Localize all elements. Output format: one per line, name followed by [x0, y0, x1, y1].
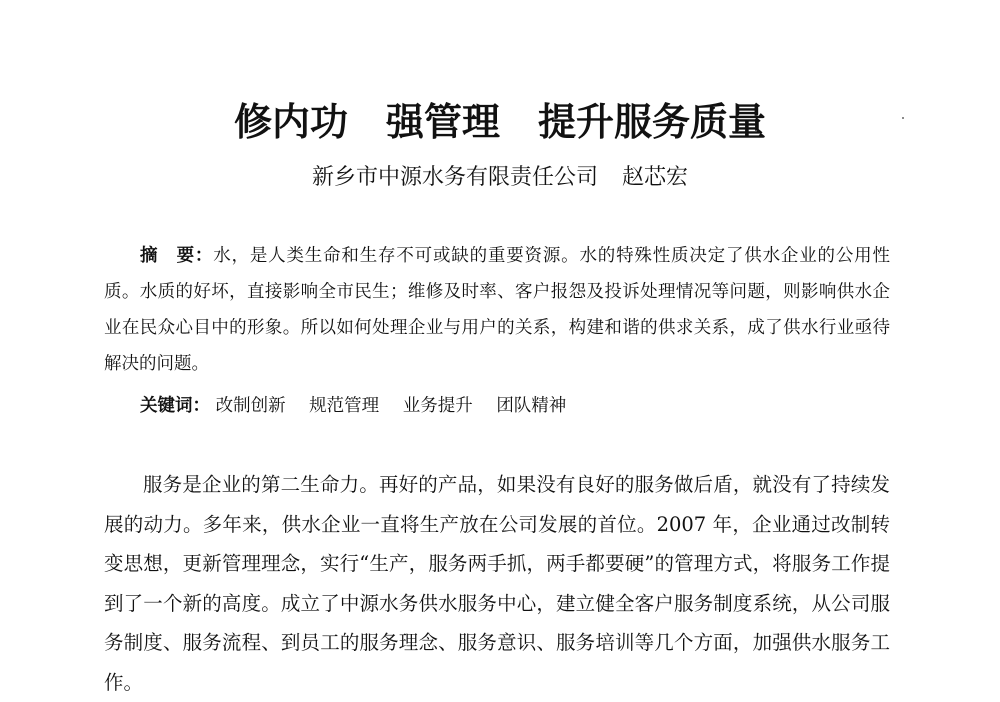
keywords-line [140, 388, 584, 424]
abstract-label: 摘 要： [140, 246, 214, 266]
keyword-item: 团队精神 [496, 396, 567, 416]
title-part-3: 提升服务质量 [538, 100, 767, 144]
keyword-item: 业务提升 [402, 396, 473, 416]
keyword-item: 改制创新 [215, 396, 286, 416]
abstract-paragraph [104, 238, 890, 382]
title-part-1: 修内功 [233, 100, 348, 144]
article-title [0, 98, 1000, 146]
body-paragraph: 服务是企业的第二生命力。再好的产品，如果没有良好的服务做后盾，就没有了持续发展的动力。多年来，供水企业一直将生产放在公司发展的首位。2007 年，企业通过改制转变思想，更新管理理念，实行“生产，服务两手抓，两手都要硬”的管理方式，将服务工作提到了一个新的高度。成立了中源水务供水服务中心，建立健全客户服务制度系统，从公司服务制度、服务流程、到员工的服务理念、服务意识、服务培训等几个方面，加强供水服务工作。 [104, 473, 890, 694]
title-part-2: 强管理 [385, 100, 500, 144]
scan-speck [902, 117, 904, 119]
keywords-label: 关键词： [140, 396, 210, 416]
author-organization: 新乡市中源水务有限责任公司 [311, 165, 598, 190]
keyword-item: 规范管理 [309, 396, 380, 416]
author-byline [0, 162, 1000, 194]
abstract-text: 水，是人类生命和生存不可或缺的重要资源。水的特殊性质决定了供水企业的公用性质。水质的好坏，直接影响全市民生；维修及时率、客户报怨及投诉处理情况等问题，则影响供水企业在民众心目中的形象。所以如何处理企业与用户的关系，构建和谐的供求关系，成了供水行业亟待解决的问题。 [104, 246, 890, 374]
author-name: 赵芯宏 [622, 165, 689, 190]
